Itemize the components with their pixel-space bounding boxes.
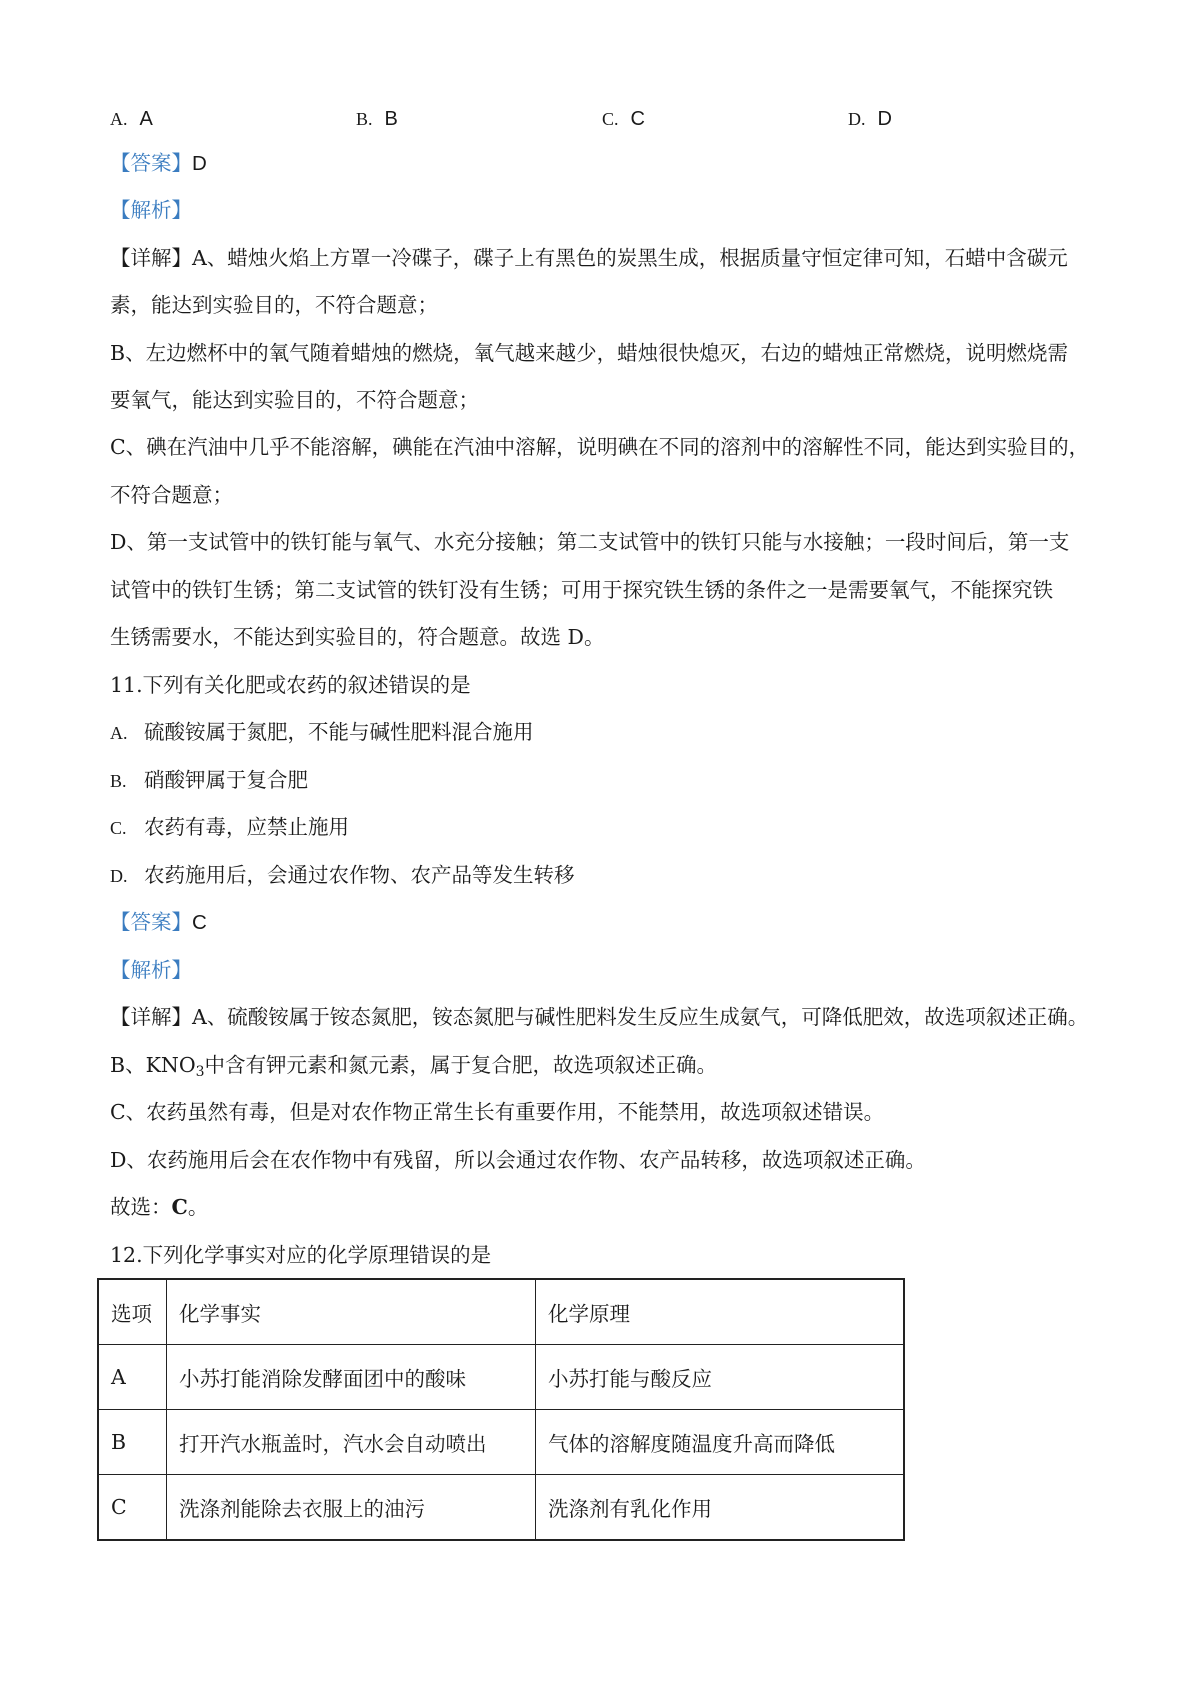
q10-option-a: A. A bbox=[110, 108, 153, 130]
q10-detail-line: 要氧气，能达到实验目的，不符合题意； bbox=[110, 388, 479, 412]
table-row bbox=[98, 1410, 904, 1475]
q11-choice-c: C. 农药有毒，应禁止施用 bbox=[110, 815, 349, 839]
table-cell: B bbox=[98, 1410, 167, 1475]
table-cell: A bbox=[98, 1345, 167, 1410]
q12-stem: 12.下列化学事实对应的化学原理错误的是 bbox=[110, 1243, 492, 1267]
q11-detail-line: D、农药施用后会在农作物中有残留，所以会通过农作物、农产品转移，故选项叙述正确。 bbox=[110, 1148, 926, 1172]
table-cell: C bbox=[98, 1475, 167, 1541]
q10-detail-line: 生锈需要水，不能达到实验目的，符合题意。故选 D。 bbox=[110, 625, 605, 649]
table-header-row bbox=[98, 1279, 904, 1345]
q10-detail-line: 不符合题意； bbox=[110, 483, 233, 507]
q10-detail-line: 【详解】A、蜡烛火焰上方罩一冷碟子，碟子上有黑色的炭黑生成，根据质量守恒定律可知，石蜡中含碳元 bbox=[110, 246, 1068, 270]
q10-analysis-tag: 【解析】 bbox=[110, 198, 192, 222]
q12-table bbox=[97, 1278, 905, 1541]
q11-choice-b: B. 硝酸钾属于复合肥 bbox=[110, 768, 308, 792]
table-cell: 洗涤剂能除去衣服上的油污 bbox=[167, 1475, 536, 1541]
table-cell: 小苏打能与酸反应 bbox=[536, 1345, 905, 1410]
q11-choice-a: A. 硫酸铵属于氮肥，不能与碱性肥料混合施用 bbox=[110, 720, 534, 744]
q11-stem: 11.下列有关化肥或农药的叙述错误的是 bbox=[110, 673, 471, 697]
table-row bbox=[98, 1475, 904, 1541]
q11-answer: 【答案】C bbox=[110, 910, 207, 934]
table-header-cell: 选项 bbox=[98, 1279, 167, 1345]
q11-detail-line: B、$KNO_3$中含有钾元素和氮元素，属于复合肥，故选项叙述正确。 bbox=[110, 1053, 718, 1080]
q10-detail-line: 试管中的铁钉生锈；第二支试管的铁钉没有生锈；可用于探究铁生锈的条件之一是需要氧气，不能探究铁 bbox=[110, 578, 1053, 602]
table-header-cell: 化学原理 bbox=[536, 1279, 905, 1345]
table-row bbox=[98, 1345, 904, 1410]
q11-choice-d: D. 农药施用后，会通过农作物、农产品等发生转移 bbox=[110, 863, 575, 887]
q11-detail-line: C、农药虽然有毒，但是对农作物正常生长有重要作用，不能禁用，故选项叙述错误。 bbox=[110, 1100, 885, 1124]
q10-detail-line: B、左边燃杯中的氧气随着蜡烛的燃烧，氧气越来越少，蜡烛很快熄灭，右边的蜡烛正常燃烧，说明燃烧需 bbox=[110, 341, 1069, 365]
q10-option-b: B. B bbox=[356, 108, 398, 130]
q10-answer: 【答案】D bbox=[110, 151, 207, 175]
q11-analysis-tag: 【解析】 bbox=[110, 958, 192, 982]
q11-detail-line: 【详解】A、硫酸铵属于铵态氮肥，铵态氮肥与碱性肥料发生反应生成氨气，可降低肥效，故选项叙述正确。 bbox=[110, 1005, 1089, 1029]
q10-detail-line: 素，能达到实验目的，不符合题意； bbox=[110, 293, 438, 317]
table-cell: 小苏打能消除发酵面团中的酸味 bbox=[167, 1345, 536, 1410]
q10-option-c: C. C bbox=[602, 108, 645, 130]
table-cell: 气体的溶解度随温度升高而降低 bbox=[536, 1410, 905, 1475]
table-cell: 洗涤剂有乳化作用 bbox=[536, 1475, 905, 1541]
q10-option-d: D. D bbox=[848, 108, 892, 130]
q11-conclusion: 故选：C。 bbox=[110, 1195, 209, 1219]
table-header-cell: 化学事实 bbox=[167, 1279, 536, 1345]
q10-detail-line: C、碘在汽油中几乎不能溶解，碘能在汽油中溶解，说明碘在不同的溶剂中的溶解性不同，能达到实验目的， bbox=[110, 435, 1090, 459]
q10-detail-line: D、第一支试管中的铁钉能与氧气、水充分接触；第二支试管中的铁钉只能与水接触；一段时间后，第一支 bbox=[110, 530, 1070, 554]
table-cell: 打开汽水瓶盖时，汽水会自动喷出 bbox=[167, 1410, 536, 1475]
